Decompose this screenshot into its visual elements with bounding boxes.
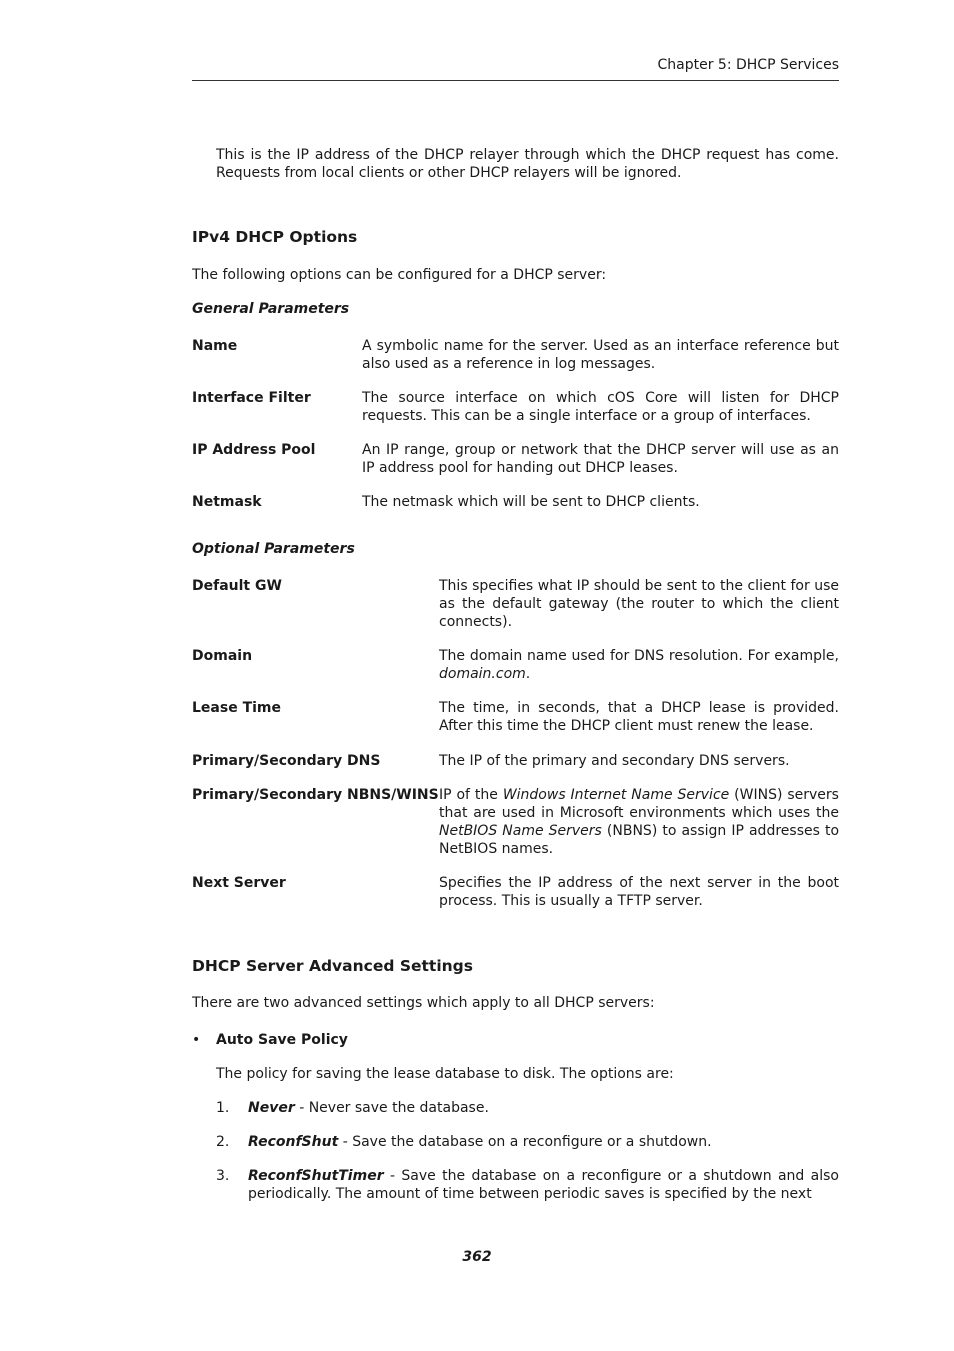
ipv4-options-lead: The following options can be configured for a DHCP server: (192, 267, 607, 283)
advanced-lead: There are two advanced settings which apply to all DHCP servers: (192, 995, 655, 1011)
param-term-ip-address-pool: IP Address Pool (192, 442, 316, 458)
param-desc-nbns-wins: IP of the Windows Internet Name Service (WINS) servers that are used in Microsoft environments which uses the NetBIOS Name Servers (NBNS) to assign IP addresses to NetBIOS names. (439, 787, 840, 857)
param-desc-netmask: The netmask which will be sent to DHCP clients. (362, 494, 700, 510)
optional-parameters-heading: Optional Parameters (192, 541, 355, 557)
param-desc-lease-time: The time, in seconds, that a DHCP lease is provided. After this time the DHCP client must renew the lease. (439, 700, 839, 734)
param-desc-domain: The domain name used for DNS resolution. For example, domain.com. (439, 648, 839, 682)
param-desc-interface-filter: The source interface on which cOS Core will listen for DHCP requests. This can be a single interface or a group of interfaces. (362, 390, 839, 424)
param-term-domain: Domain (192, 648, 253, 664)
param-desc-name: A symbolic name for the server. Used as an interface reference but also used as a reference in log messages. (362, 338, 839, 372)
param-desc-dns: The IP of the primary and secondary DNS servers. (439, 753, 790, 769)
param-desc-default-gw: This specifies what IP should be sent to the client for use as the default gateway (the router to which the client connects). (439, 578, 839, 630)
param-term-default-gw: Default GW (192, 578, 282, 594)
list-item-reconfshuttimer: ReconfShutTimer - Save the database on a reconfigure or a shutdown and also periodically. The amount of time between periodic saves is specified by the next (248, 1168, 839, 1202)
list-number: 2. (216, 1134, 230, 1150)
param-desc-ip-address-pool: An IP range, group or network that the DHCP server will use as an IP address pool for handing out DHCP leases. (362, 442, 839, 476)
list-number: 3. (216, 1168, 230, 1184)
intro-paragraph: This is the IP address of the DHCP relayer through which the DHCP request has come. Requests from local clients or other DHCP relayers will be ignored. (216, 147, 839, 181)
param-term-interface-filter: Interface Filter (192, 390, 311, 406)
auto-save-policy-title: Auto Save Policy (216, 1032, 348, 1048)
chapter-header: Chapter 5: DHCP Services (657, 57, 839, 73)
param-term-dns: Primary/Secondary DNS (192, 753, 381, 769)
header-rule (192, 80, 839, 81)
param-desc-next-server: Specifies the IP address of the next server in the boot process. This is usually a TFTP server. (439, 875, 839, 909)
section-heading-advanced-settings: DHCP Server Advanced Settings (192, 957, 473, 975)
list-item-never: Never - Never save the database. (248, 1100, 489, 1116)
list-number: 1. (216, 1100, 230, 1116)
list-item-reconfshut: ReconfShut - Save the database on a reconfigure or a shutdown. (248, 1134, 712, 1150)
page-number: 362 (462, 1249, 492, 1265)
auto-save-policy-text: The policy for saving the lease database to disk. The options are: (216, 1066, 674, 1082)
param-term-lease-time: Lease Time (192, 700, 281, 716)
param-term-netmask: Netmask (192, 494, 262, 510)
param-term-name: Name (192, 338, 238, 354)
general-parameters-heading: General Parameters (192, 301, 350, 317)
param-term-nbns-wins: Primary/Secondary NBNS/WINS (192, 787, 439, 803)
bullet-marker: • (192, 1032, 201, 1048)
section-heading-ipv4-options: IPv4 DHCP Options (192, 228, 358, 246)
param-term-next-server: Next Server (192, 875, 286, 891)
